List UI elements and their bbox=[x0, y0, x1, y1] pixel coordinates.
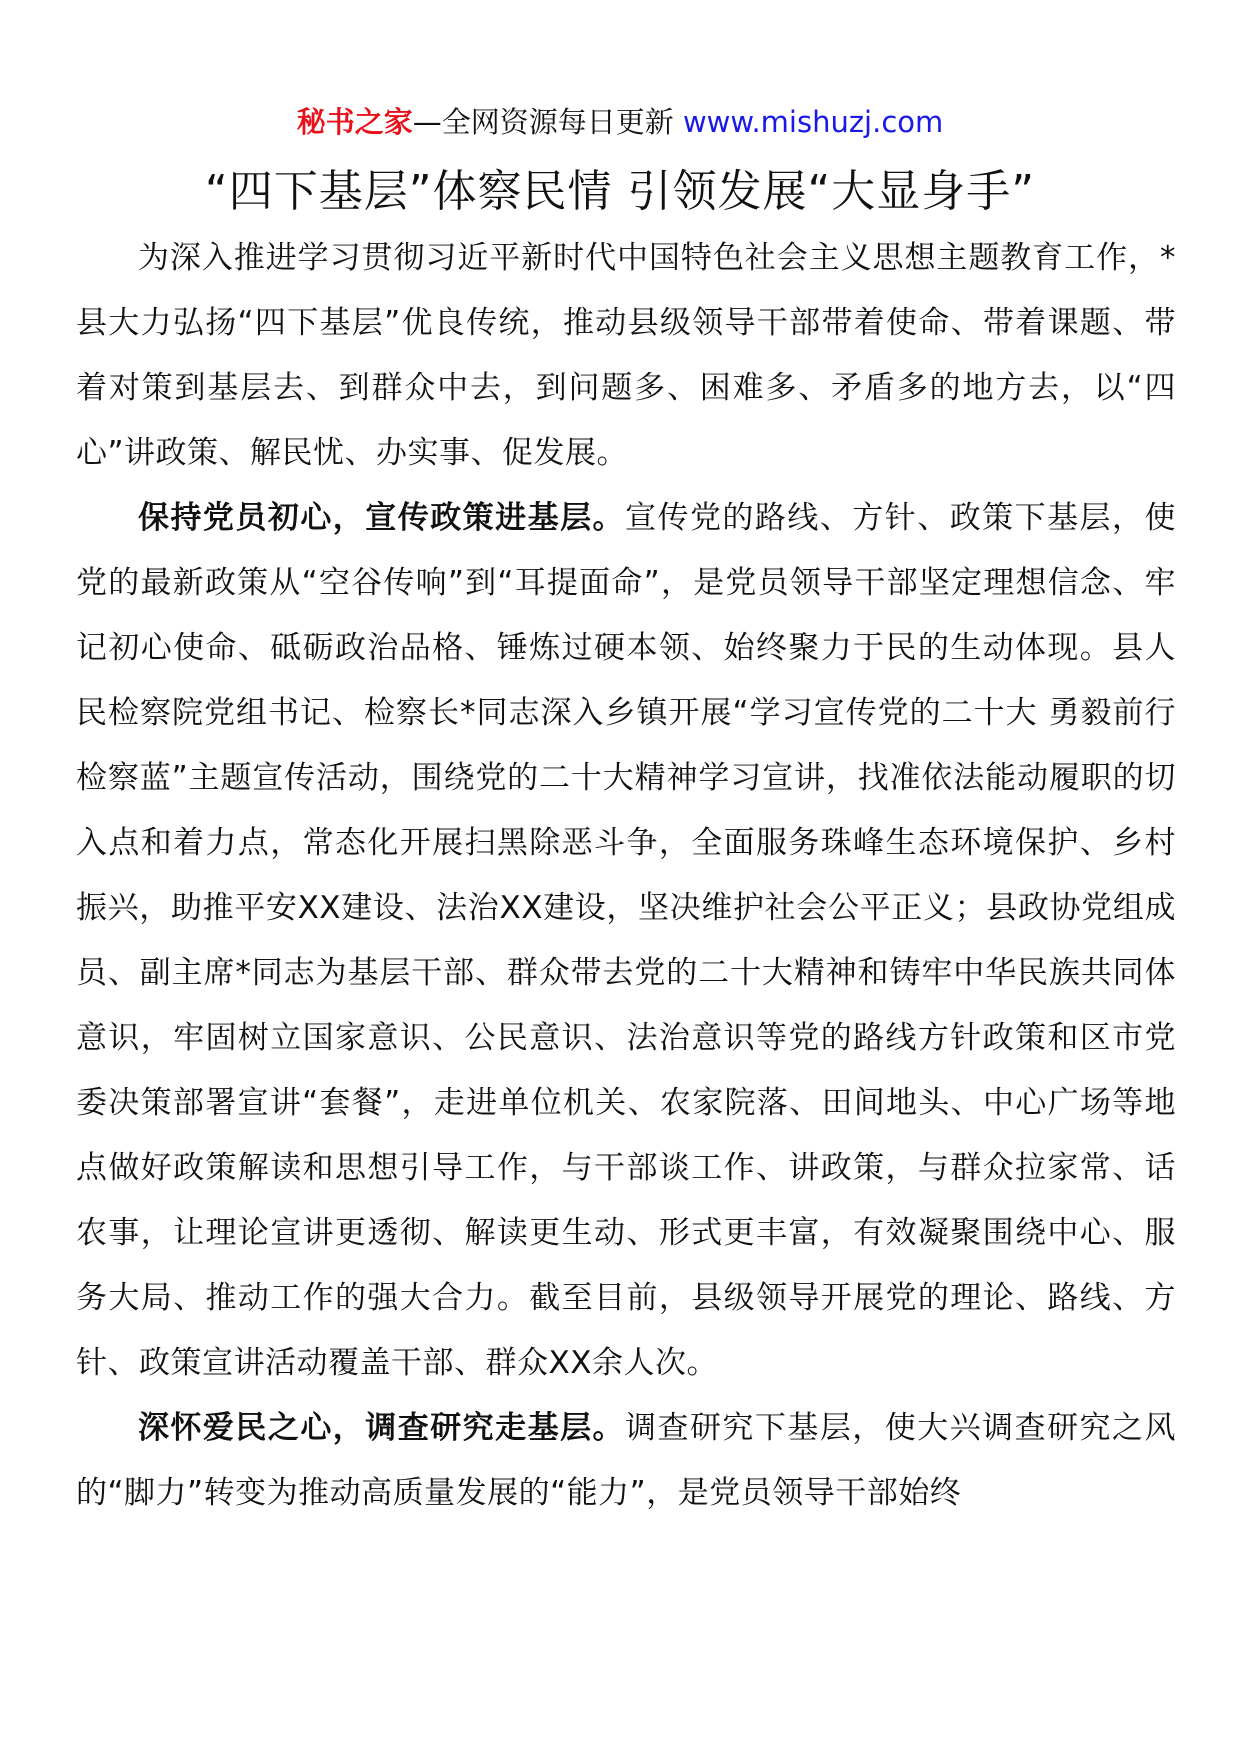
paragraph-text: 为深入推进学习贯彻习近平新时代中国特色社会主义思想主题教育工作，*县大力弘扬“四下基层”优良传统，推动县级领导干部带着使命、带着课题、带着对策到基层去、到群众中去，到问题多、困难多、矛盾多的地方去，以“四心”讲政策、解民忧、办实事、促发展。 bbox=[76, 240, 1176, 471]
paragraph-text: 宣传党的路线、方针、政策下基层，使党的最新政策从“空谷传响”到“耳提面命”，是党员领导干部坚定理想信念、牢记初心使命、砥砺政治品格、锤炼过硬本领、始终聚力于民的生动体现。县人民检察院党组书记、检察长*同志深入乡镇开展“学习宣传党的二十大 勇毅前行检察蓝”主题宣传活动，围绕党的二十大精神学习宣讲，找准依法能动履职的切入点和着力点，常态化开展扫黑除恶斗争，全面服务珠峰生态环境保护、乡村振兴，助推平安XX建设、法治XX建设，坚决维护社会公平正义；县政协党组成员、副主席*同志为基层干部、群众带去党的二十大精神和铸牢中华民族共同体意识，牢固树立国家意识、公民意识、法治意识等党的路线方针政策和区市党委决策部署宣讲“套餐”，走进单位机关、农家院落、田间地头、中心广场等地点做好政策解读和思想引导工作，与干部谈工作、讲政策，与群众拉家常、话农事，让理论宣讲更透彻、解读更生动、形式更丰富，有效凝聚围绕中心、服务大局、推动工作的强大合力。截至目前，县级领导开展党的理论、路线、方针、政策宣讲活动覆盖干部、群众XX余人次。 bbox=[76, 500, 1176, 1381]
site-header bbox=[0, 100, 1240, 144]
section-paragraph-research bbox=[76, 1396, 1176, 1526]
document-title: “四下基层”体察民情 引领发展“大显身手” bbox=[204, 166, 1036, 217]
paragraph-lead: 保持党员初心，宣传政策进基层。 bbox=[138, 500, 626, 536]
header-slogan: —全网资源每日更新 bbox=[412, 105, 674, 139]
header-url-link[interactable]: www.mishuzj.com bbox=[682, 105, 944, 139]
document-body bbox=[76, 226, 1176, 1526]
paragraph-lead: 深怀爱民之心，调查研究走基层。 bbox=[138, 1410, 626, 1446]
brand-name: 秘书之家 bbox=[296, 105, 413, 139]
paragraph-text: 调查研究下基层，使大兴调查研究之风的“脚力”转变为推动高质量发展的“能力”，是党员领导干部始终 bbox=[76, 1410, 1176, 1511]
section-paragraph-policy bbox=[76, 486, 1176, 1396]
intro-paragraph bbox=[76, 226, 1176, 486]
